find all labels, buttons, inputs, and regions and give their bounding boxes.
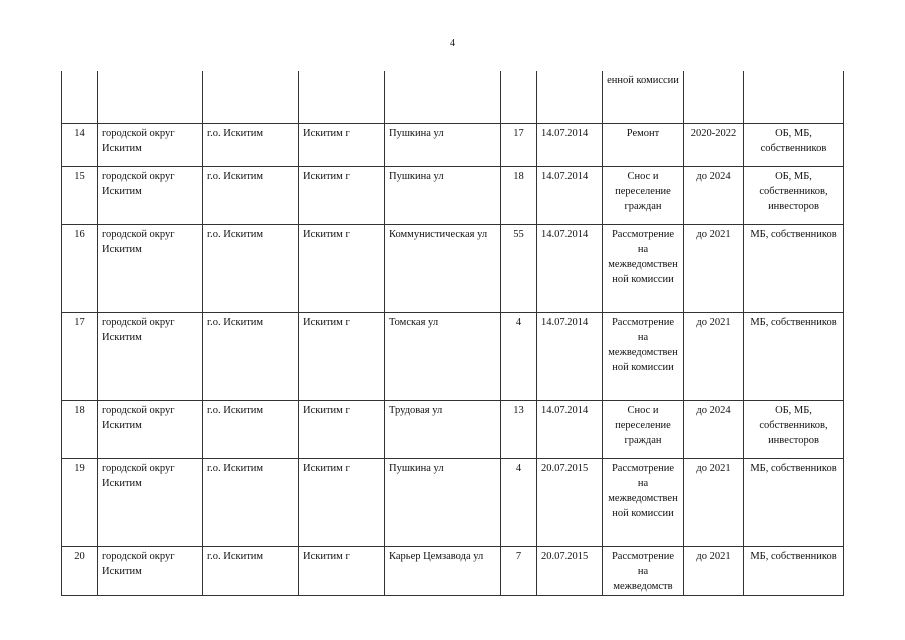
- cell-district: городской округ Искитим: [98, 400, 203, 458]
- cell-period: до 2021: [684, 458, 744, 546]
- cell-house: 7: [501, 546, 537, 595]
- cell-no: 18: [62, 400, 98, 458]
- cell-street: Томская ул: [385, 312, 501, 400]
- cell-measure: енной комиссии: [603, 71, 684, 123]
- cell-locality: Искитим г: [299, 458, 385, 546]
- cell-funding: МБ, собственников: [744, 458, 844, 546]
- table-row: [62, 458, 844, 546]
- cell-locality: [299, 71, 385, 123]
- cell-period: до 2024: [684, 400, 744, 458]
- cell-funding: МБ, собственников: [744, 546, 844, 595]
- cell-district: городской округ Искитим: [98, 123, 203, 166]
- cell-funding: ОБ, МБ, собственников, инвесторов: [744, 400, 844, 458]
- cell-date: 20.07.2015: [537, 546, 603, 595]
- cell-street: Коммунистическая ул: [385, 224, 501, 312]
- cell-district: городской округ Искитим: [98, 166, 203, 224]
- cell-street: Пушкина ул: [385, 458, 501, 546]
- cell-street: [385, 71, 501, 123]
- cell-date: 14.07.2014: [537, 400, 603, 458]
- cell-funding: МБ, собственников: [744, 312, 844, 400]
- cell-no: 15: [62, 166, 98, 224]
- cell-district: городской округ Искитим: [98, 546, 203, 595]
- cell-settlement: г.о. Искитим: [203, 224, 299, 312]
- cell-no: 16: [62, 224, 98, 312]
- cell-locality: Искитим г: [299, 224, 385, 312]
- cell-settlement: г.о. Искитим: [203, 123, 299, 166]
- cell-locality: Искитим г: [299, 400, 385, 458]
- cell-locality: Искитим г: [299, 166, 385, 224]
- cell-period: до 2024: [684, 166, 744, 224]
- cell-no: 20: [62, 546, 98, 595]
- cell-period: [684, 71, 744, 123]
- cell-period: до 2021: [684, 546, 744, 595]
- table-row: [62, 400, 844, 458]
- table-row: [62, 312, 844, 400]
- cell-district: городской округ Искитим: [98, 312, 203, 400]
- cell-measure: Ремонт: [603, 123, 684, 166]
- cell-date: 14.07.2014: [537, 123, 603, 166]
- cell-street: Трудовая ул: [385, 400, 501, 458]
- cell-house: 13: [501, 400, 537, 458]
- cell-district: [98, 71, 203, 123]
- cell-locality: Искитим г: [299, 546, 385, 595]
- cell-no: 19: [62, 458, 98, 546]
- cell-funding: МБ, собственников: [744, 224, 844, 312]
- cell-settlement: г.о. Искитим: [203, 546, 299, 595]
- cell-house: 17: [501, 123, 537, 166]
- cell-settlement: [203, 71, 299, 123]
- cell-date: 20.07.2015: [537, 458, 603, 546]
- cell-locality: Искитим г: [299, 312, 385, 400]
- cell-settlement: г.о. Искитим: [203, 458, 299, 546]
- cell-funding: ОБ, МБ, собственников, инвесторов: [744, 166, 844, 224]
- cell-period: до 2021: [684, 312, 744, 400]
- table-body: [62, 71, 844, 595]
- cell-date: 14.07.2014: [537, 224, 603, 312]
- cell-street: Пушкина ул: [385, 123, 501, 166]
- cell-house: 4: [501, 458, 537, 546]
- cell-measure: Рассмотрение на межведомственной комиссии: [603, 458, 684, 546]
- cell-no: 14: [62, 123, 98, 166]
- cell-street: Карьер Цемзавода ул: [385, 546, 501, 595]
- table-row: [62, 224, 844, 312]
- cell-funding: ОБ, МБ, собственников: [744, 123, 844, 166]
- cell-house: 55: [501, 224, 537, 312]
- cell-measure: Снос и переселение граждан: [603, 400, 684, 458]
- cell-measure: Снос и переселение граждан: [603, 166, 684, 224]
- cell-funding: [744, 71, 844, 123]
- cell-period: до 2021: [684, 224, 744, 312]
- table-row: [62, 71, 844, 123]
- page-number: 4: [450, 38, 455, 49]
- cell-district: городской округ Искитим: [98, 224, 203, 312]
- table-row: [62, 123, 844, 166]
- cell-measure: Рассмотрение на межведомственной комиссии: [603, 312, 684, 400]
- cell-house: 4: [501, 312, 537, 400]
- cell-house: [501, 71, 537, 123]
- housing-table: [61, 71, 844, 596]
- cell-no: 17: [62, 312, 98, 400]
- cell-period: 2020-2022: [684, 123, 744, 166]
- cell-date: 14.07.2014: [537, 312, 603, 400]
- cell-settlement: г.о. Искитим: [203, 312, 299, 400]
- cell-date: 14.07.2014: [537, 166, 603, 224]
- table-row: [62, 166, 844, 224]
- cell-measure: Рассмотрение на межведомственной комиссии: [603, 224, 684, 312]
- cell-measure: Рассмотрение на межведомств: [603, 546, 684, 595]
- cell-locality: Искитим г: [299, 123, 385, 166]
- cell-house: 18: [501, 166, 537, 224]
- cell-settlement: г.о. Искитим: [203, 400, 299, 458]
- cell-no: [62, 71, 98, 123]
- cell-district: городской округ Искитим: [98, 458, 203, 546]
- table-row: [62, 546, 844, 595]
- cell-date: [537, 71, 603, 123]
- cell-street: Пушкина ул: [385, 166, 501, 224]
- cell-settlement: г.о. Искитим: [203, 166, 299, 224]
